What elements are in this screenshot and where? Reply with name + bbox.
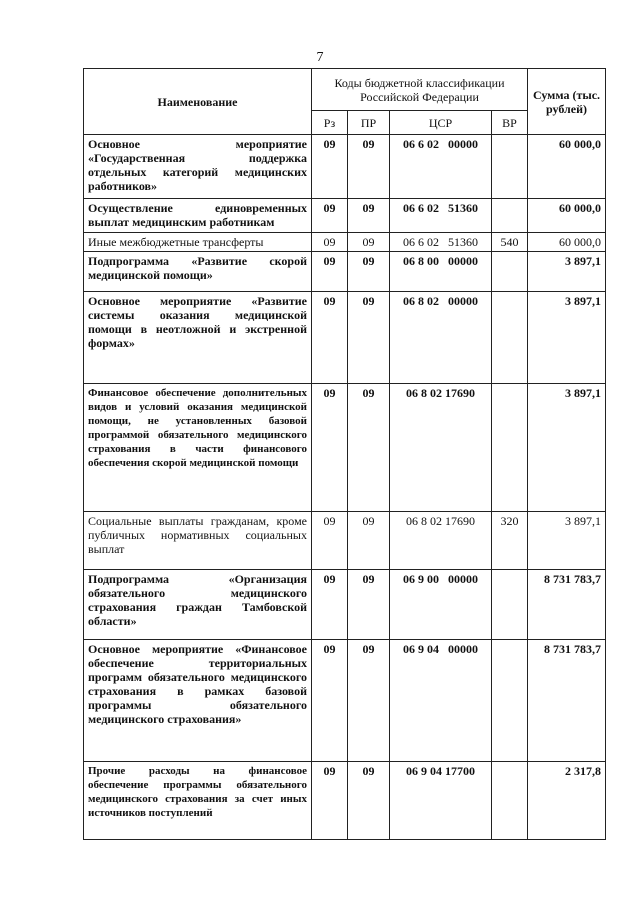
- row-vr: 540: [492, 233, 528, 252]
- row-rz: 09: [312, 252, 348, 292]
- row-csr: 06 8 00 00000: [390, 252, 492, 292]
- row-csr: 06 6 02 51360: [390, 199, 492, 233]
- row-sum: 3 897,1: [528, 292, 606, 384]
- row-pr: 09: [348, 252, 390, 292]
- header-pr: ПР: [348, 111, 390, 135]
- row-csr: 06 9 04 00000: [390, 640, 492, 762]
- row-vr: [492, 762, 528, 840]
- row-name: Подпрограмма «Развитие скорой медицинской помощи»: [84, 252, 312, 292]
- header-rz: Рз: [312, 111, 348, 135]
- row-pr: 09: [348, 199, 390, 233]
- table-row: [84, 233, 606, 252]
- row-name: Осуществление единовременных выплат медицинским работникам: [84, 199, 312, 233]
- row-csr: 06 6 02 51360: [390, 233, 492, 252]
- row-rz: 09: [312, 512, 348, 570]
- row-pr: 09: [348, 233, 390, 252]
- row-vr: [492, 292, 528, 384]
- row-csr: 06 8 02 17690: [390, 512, 492, 570]
- row-pr: 09: [348, 384, 390, 512]
- header-csr: ЦСР: [390, 111, 492, 135]
- budget-table: [83, 68, 606, 840]
- row-vr: 320: [492, 512, 528, 570]
- table-row: [84, 640, 606, 762]
- row-sum: 3 897,1: [528, 384, 606, 512]
- row-pr: 09: [348, 135, 390, 199]
- row-rz: 09: [312, 570, 348, 640]
- row-csr: 06 8 02 17690: [390, 384, 492, 512]
- table-row: [84, 252, 606, 292]
- row-pr: 09: [348, 570, 390, 640]
- row-vr: [492, 135, 528, 199]
- row-sum: 2 317,8: [528, 762, 606, 840]
- row-name: Социальные выплаты гражданам, кроме публичных нормативных социальных выплат: [84, 512, 312, 570]
- row-csr: 06 9 00 00000: [390, 570, 492, 640]
- table-row: [84, 199, 606, 233]
- row-csr: 06 8 02 00000: [390, 292, 492, 384]
- row-name: Основное мероприятие «Финансовое обеспечение территориальных программ обязательного медицинского страхования в рамках базовой программы обязательного медицинского страхования»: [84, 640, 312, 762]
- row-rz: 09: [312, 135, 348, 199]
- table-row: [84, 292, 606, 384]
- header-codes-group: Коды бюджетной классификации Российской Федерации: [312, 69, 528, 111]
- row-name: Финансовое обеспечение дополнительных видов и условий оказания медицинской помощи, не установленных базовой программой обязательного медицинского страхования в части финансового обеспечения скорой медицинской помощи: [84, 384, 312, 512]
- row-sum: 60 000,0: [528, 135, 606, 199]
- page-number: 7: [316, 50, 324, 65]
- row-rz: 09: [312, 384, 348, 512]
- row-sum: 8 731 783,7: [528, 640, 606, 762]
- row-vr: [492, 252, 528, 292]
- row-pr: 09: [348, 640, 390, 762]
- row-sum: 60 000,0: [528, 233, 606, 252]
- table-row: [84, 512, 606, 570]
- row-pr: 09: [348, 512, 390, 570]
- table-row: [84, 384, 606, 512]
- row-vr: [492, 384, 528, 512]
- row-rz: 09: [312, 762, 348, 840]
- row-rz: 09: [312, 233, 348, 252]
- row-pr: 09: [348, 292, 390, 384]
- row-rz: 09: [312, 199, 348, 233]
- row-pr: 09: [348, 762, 390, 840]
- header-name: Наименование: [84, 69, 312, 135]
- header-vr: ВР: [492, 111, 528, 135]
- row-sum: 3 897,1: [528, 512, 606, 570]
- row-vr: [492, 640, 528, 762]
- row-rz: 09: [312, 640, 348, 762]
- row-name: Подпрограмма «Организация обязательного медицинского страхования граждан Тамбовской области»: [84, 570, 312, 640]
- header-amount: Сумма (тыс. рублей): [528, 69, 606, 135]
- row-csr: 06 9 04 17700: [390, 762, 492, 840]
- row-rz: 09: [312, 292, 348, 384]
- row-sum: 3 897,1: [528, 252, 606, 292]
- row-vr: [492, 570, 528, 640]
- row-sum: 60 000,0: [528, 199, 606, 233]
- table-row: [84, 135, 606, 199]
- row-name: Основное мероприятие «Государственная поддержка отдельных категорий медицинских работников»: [84, 135, 312, 199]
- row-name: Прочие расходы на финансовое обеспечение программы обязательного медицинского страхования за счет иных источников поступлений: [84, 762, 312, 840]
- row-vr: [492, 199, 528, 233]
- table-row: [84, 570, 606, 640]
- row-name: Основное мероприятие «Развитие системы оказания медицинской помощи в неотложной и экстренной формах»: [84, 292, 312, 384]
- table-row: [84, 762, 606, 840]
- row-sum: 8 731 783,7: [528, 570, 606, 640]
- row-csr: 06 6 02 00000: [390, 135, 492, 199]
- row-name: Иные межбюджетные трансферты: [84, 233, 312, 252]
